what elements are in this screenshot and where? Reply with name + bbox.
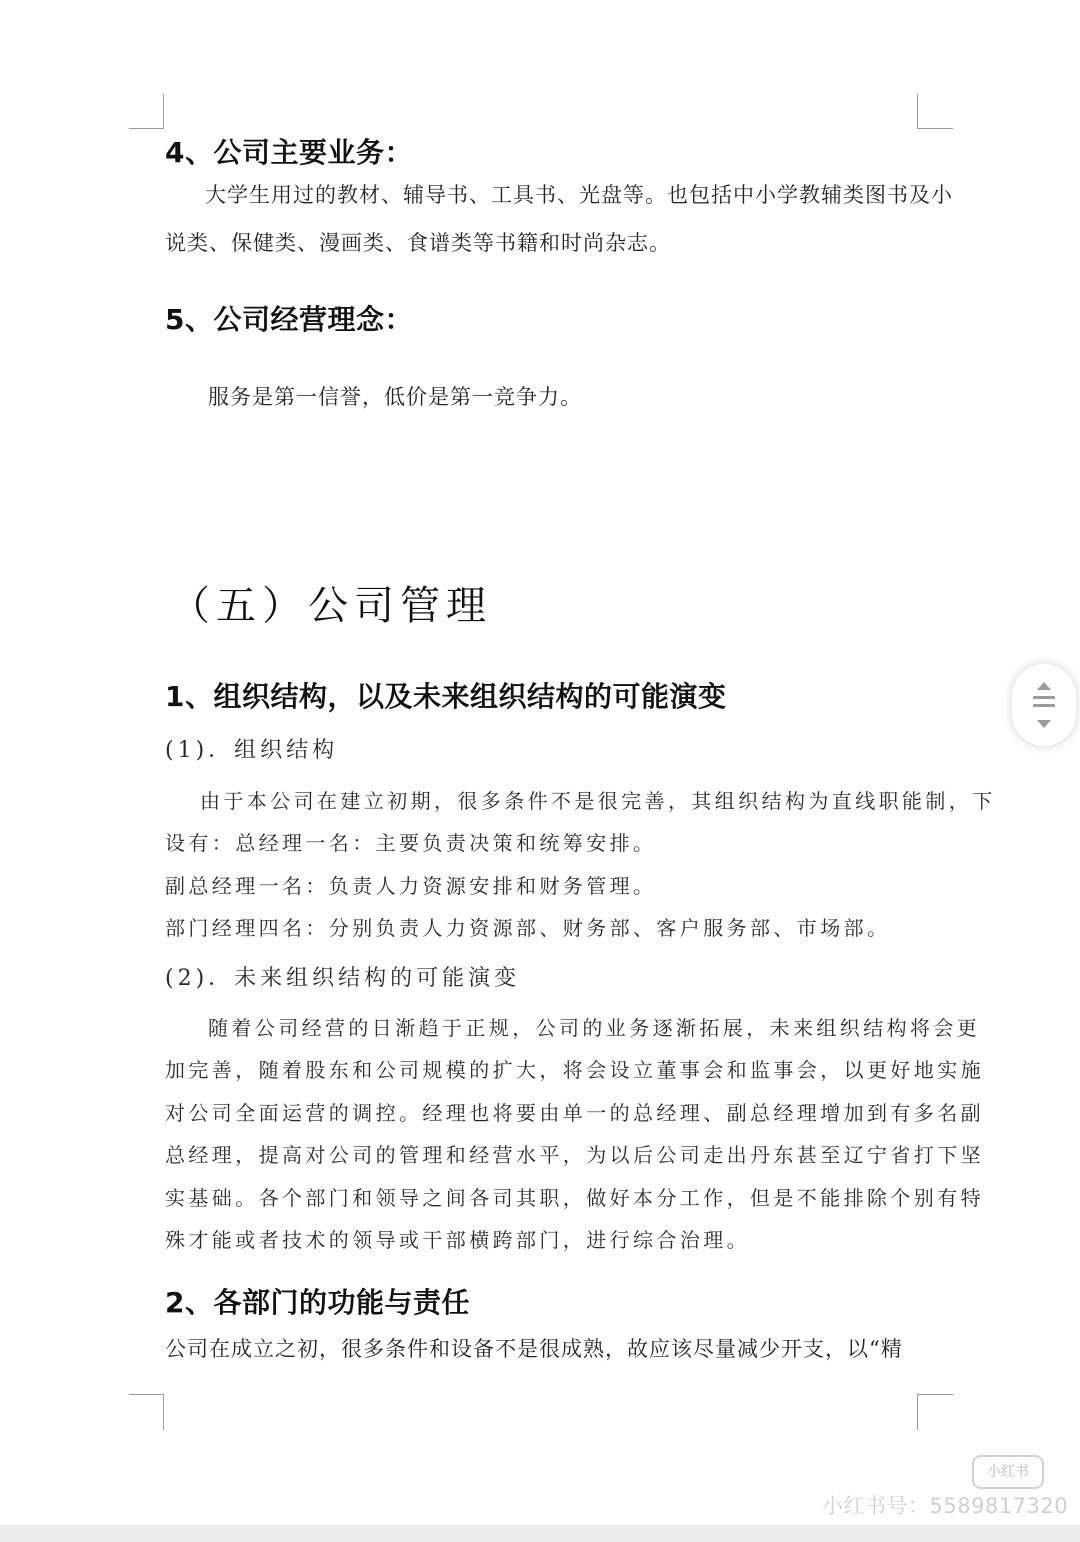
scroll-handle-icon[interactable] xyxy=(1012,664,1076,746)
bottom-bar xyxy=(0,1525,1080,1542)
dept-line-1: 公司在成立之初，很多条件和设备不是很成熟，故应该尽量减少开支，以“精 xyxy=(165,1337,903,1361)
business-heading: 4、公司主要业务： xyxy=(165,136,413,169)
org-line-1: 由于本公司在建立初期，很多条件不是很完善，其组织结构为直线职能制，下 xyxy=(200,789,996,813)
org-subheading-1: (1)．组织结构 xyxy=(165,738,339,763)
watermark-logo: 小红书 xyxy=(972,1455,1044,1489)
future-line-1: 随着公司经营的日渐趋于正规，公司的业务逐渐拓展，未来组织结构将会更 xyxy=(208,1016,981,1040)
handle-line xyxy=(1033,696,1055,699)
business-line-1: 大学生用过的教材、辅导书、工具书、光盘等。也包括中小学教辅类图书及小 xyxy=(205,183,953,207)
org-line-3: 副总经理一名：负责人力资源安排和财务管理。 xyxy=(165,874,657,898)
dept-heading: 2、各部门的功能与责任 xyxy=(165,1286,470,1319)
future-line-6: 殊才能或者技术的领导或干部横跨部门，进行综合治理。 xyxy=(165,1228,750,1252)
arrow-down-icon xyxy=(1037,720,1051,728)
org-subheading-2: (2)．未来组织结构的可能演变 xyxy=(165,966,521,991)
future-line-2: 加完善，随着股东和公司规模的扩大，将会设立董事会和监事会，以更好地实施 xyxy=(165,1058,984,1082)
philosophy-text: 服务是第一信誉，低价是第一竞争力。 xyxy=(208,385,582,409)
arrow-up-icon xyxy=(1037,682,1051,690)
org-line-2: 设有：总经理一名：主要负责决策和统筹安排。 xyxy=(165,831,657,855)
management-heading: （五）公司管理 xyxy=(170,583,492,629)
philosophy-heading: 5、公司经营理念： xyxy=(165,303,413,336)
future-line-3: 对公司全面运营的调控。经理也将要由单一的总经理、副总经理增加到有多名副 xyxy=(165,1101,984,1125)
future-line-5: 实基础。各个部门和领导之间各司其职，做好本分工作，但是不能排除个别有特 xyxy=(165,1186,984,1210)
org-line-4: 部门经理四名：分别负责人力资源部、财务部、客户服务部、市场部。 xyxy=(165,916,891,940)
org-heading: 1、组织结构，以及未来组织结构的可能演变 xyxy=(165,680,727,713)
business-line-2: 说类、保健类、漫画类、食谱类等书籍和时尚杂志。 xyxy=(165,231,671,255)
watermark-id: 小红书号：5589817320 xyxy=(822,1494,1069,1518)
handle-line xyxy=(1033,704,1055,707)
future-line-4: 总经理，提高对公司的管理和经营水平，为以后公司走出丹东甚至辽宁省打下坚 xyxy=(165,1143,984,1167)
